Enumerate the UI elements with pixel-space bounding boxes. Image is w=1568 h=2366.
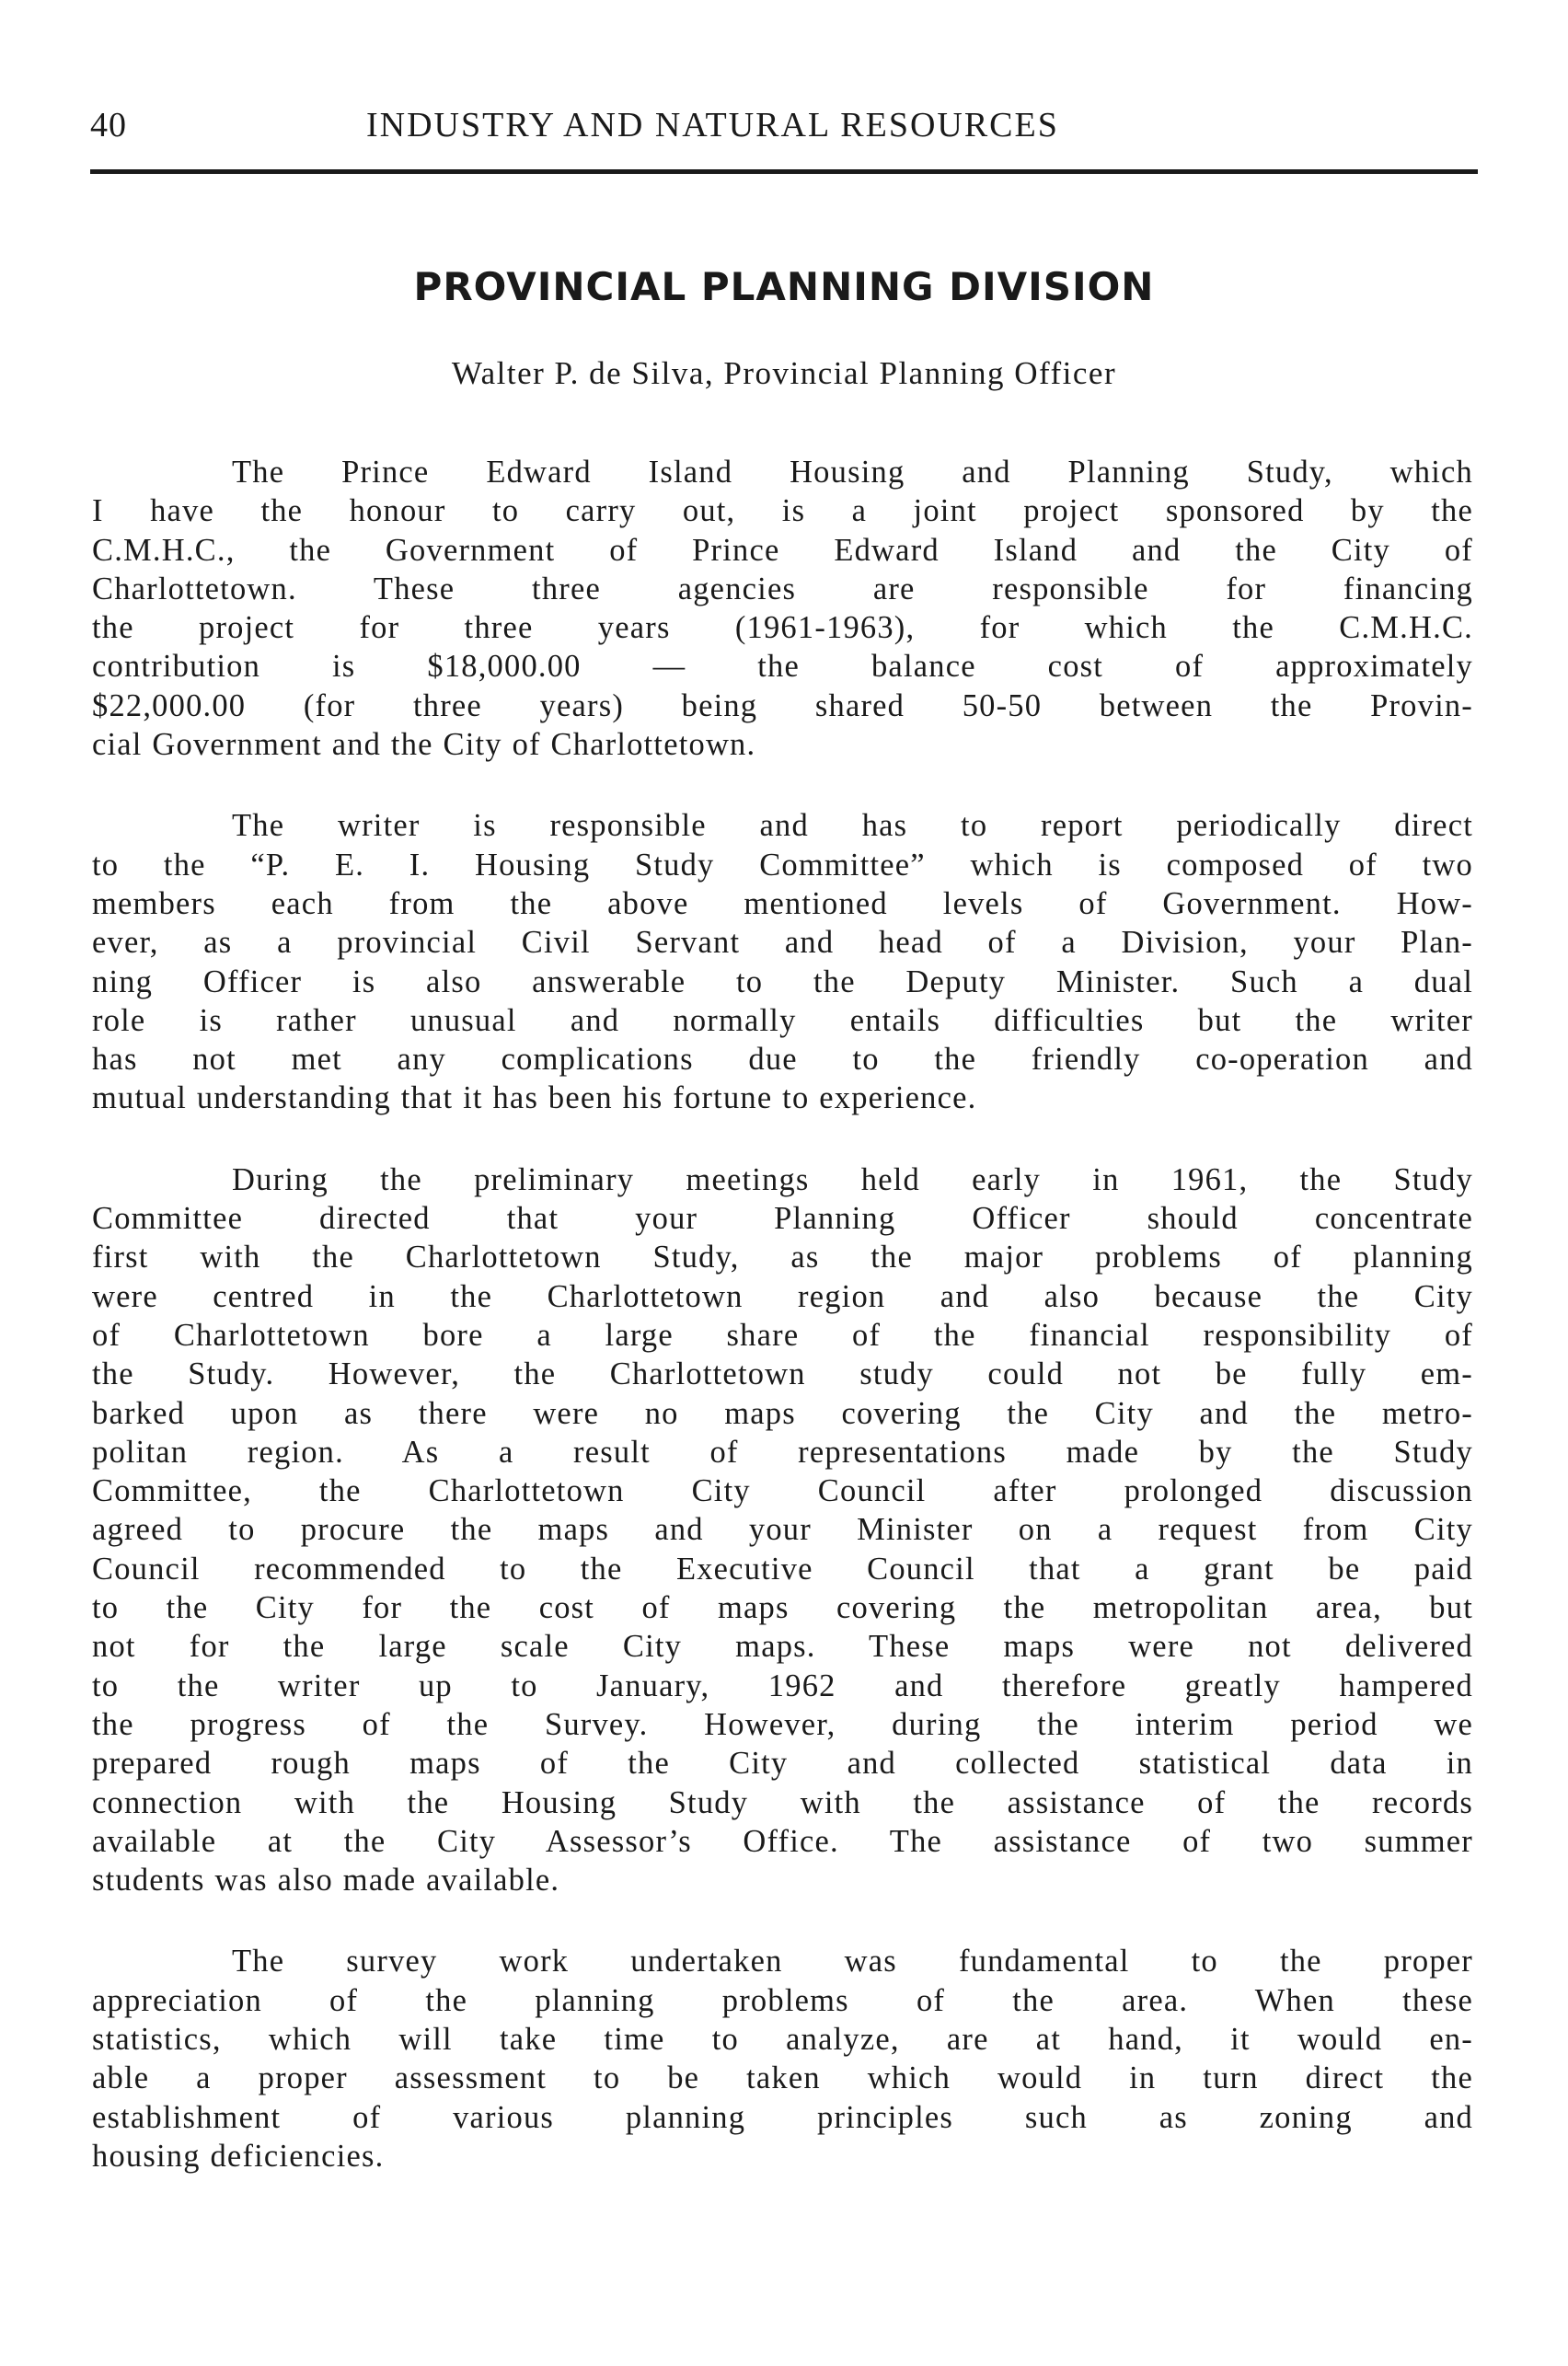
page-number: 40 xyxy=(90,106,127,144)
text-line: statistics, which will take time to analyze, are at hand, it would en- xyxy=(92,2021,1473,2057)
text-line: not for the large scale City maps. These maps were not delivered xyxy=(92,1629,1473,1665)
text-line: Charlottetown. These three agencies are responsible for financing xyxy=(92,571,1473,606)
text-line: appreciation of the planning problems of the area. When these xyxy=(92,1982,1473,2018)
text-line: The Prince Edward Island Housing and Planning Study, which xyxy=(232,455,1473,490)
text-line: of Charlottetown bore a large share of the financial responsibility of xyxy=(92,1317,1473,1353)
running-title: INDUSTRY AND NATURAL RESOURCES xyxy=(366,106,1059,144)
body-paragraph xyxy=(92,1942,1473,2176)
text-line: connection with the Housing Study with the assistance of the records xyxy=(92,1784,1473,1820)
text-line: were centred in the Charlottetown region and also because the City xyxy=(92,1278,1473,1314)
text-line: The writer is responsible and has to report periodically direct xyxy=(232,808,1473,844)
text-line: first with the Charlottetown Study, as the major problems of planning xyxy=(92,1240,1473,1275)
text-line: The survey work undertaken was fundamental to the proper xyxy=(232,1944,1473,1979)
text-line: the project for three years (1961-1963), for which the C.M.H.C. xyxy=(92,610,1473,646)
running-head xyxy=(90,103,1478,158)
text-line: Council recommended to the Executive Council that a grant be paid xyxy=(92,1551,1473,1587)
text-line: housing deficiencies. xyxy=(92,2138,385,2174)
text-line: prepared rough maps of the City and collected statistical data in xyxy=(92,1746,1473,1782)
text-line: Committee, the Charlottetown City Council after prolonged discussion xyxy=(92,1473,1473,1509)
text-line: I have the honour to carry out, is a joint project sponsored by the xyxy=(92,493,1473,529)
text-line: establishment of various planning principles such as zoning and xyxy=(92,2099,1473,2135)
text-line: Committee directed that your Planning Officer should concentrate xyxy=(92,1201,1473,1237)
text-line: barked upon as there were no maps covering the City and the metro- xyxy=(92,1395,1473,1431)
text-line: mutual understanding that it has been his fortune to experience. xyxy=(92,1080,977,1116)
text-line: ning Officer is also answerable to the Deputy Minister. Such a dual xyxy=(92,964,1473,999)
text-line: students was also made available. xyxy=(92,1863,560,1899)
text-line: contribution is $18,000.00 — the balance cost of approximately xyxy=(92,649,1473,685)
text-line: able a proper assessment to be taken which would in turn direct the xyxy=(92,2060,1473,2096)
text-line: the progress of the Survey. However, during the interim period we xyxy=(92,1706,1473,1742)
text-line: C.M.H.C., the Government of Prince Edward Island and the City of xyxy=(92,532,1473,568)
text-line: agreed to procure the maps and your Minister on a request from City xyxy=(92,1512,1473,1548)
text-line: members each from the above mentioned levels of Government. How- xyxy=(92,885,1473,921)
body-paragraph xyxy=(92,453,1473,764)
byline: Walter P. de Silva, Provincial Planning Officer xyxy=(451,355,1117,391)
text-line: cial Government and the City of Charlottetown. xyxy=(92,727,756,763)
text-line: the Study. However, the Charlottetown study could not be fully em- xyxy=(92,1356,1473,1392)
body-paragraph xyxy=(92,1160,1473,1900)
text-line: $22,000.00 (for three years) being shared 50-50 between the Provin- xyxy=(92,687,1473,723)
text-line: to the City for the cost of maps covering the metropolitan area, but xyxy=(92,1590,1473,1626)
body-paragraph xyxy=(92,806,1473,1117)
text-line: ever, as a provincial Civil Servant and head of a Division, your Plan- xyxy=(92,925,1473,961)
text-line: politan region. As a result of representations made by the Study xyxy=(92,1434,1473,1470)
text-line: to the “P. E. I. Housing Study Committee” which is composed of two xyxy=(92,847,1473,883)
body-text xyxy=(92,453,1473,2218)
text-line: has not met any complications due to the friendly co-operation and xyxy=(92,1042,1473,1078)
section-title: PROVINCIAL PLANNING DIVISION xyxy=(413,264,1155,309)
text-line: role is rather unusual and normally entails difficulties but the writer xyxy=(92,1002,1473,1038)
header-rule xyxy=(90,169,1478,174)
text-line: available at the City Assessor’s Office. The assistance of two summer xyxy=(92,1823,1473,1859)
text-line: to the writer up to January, 1962 and therefore greatly hampered xyxy=(92,1668,1473,1703)
text-line: During the preliminary meetings held early in 1961, the Study xyxy=(232,1161,1473,1197)
